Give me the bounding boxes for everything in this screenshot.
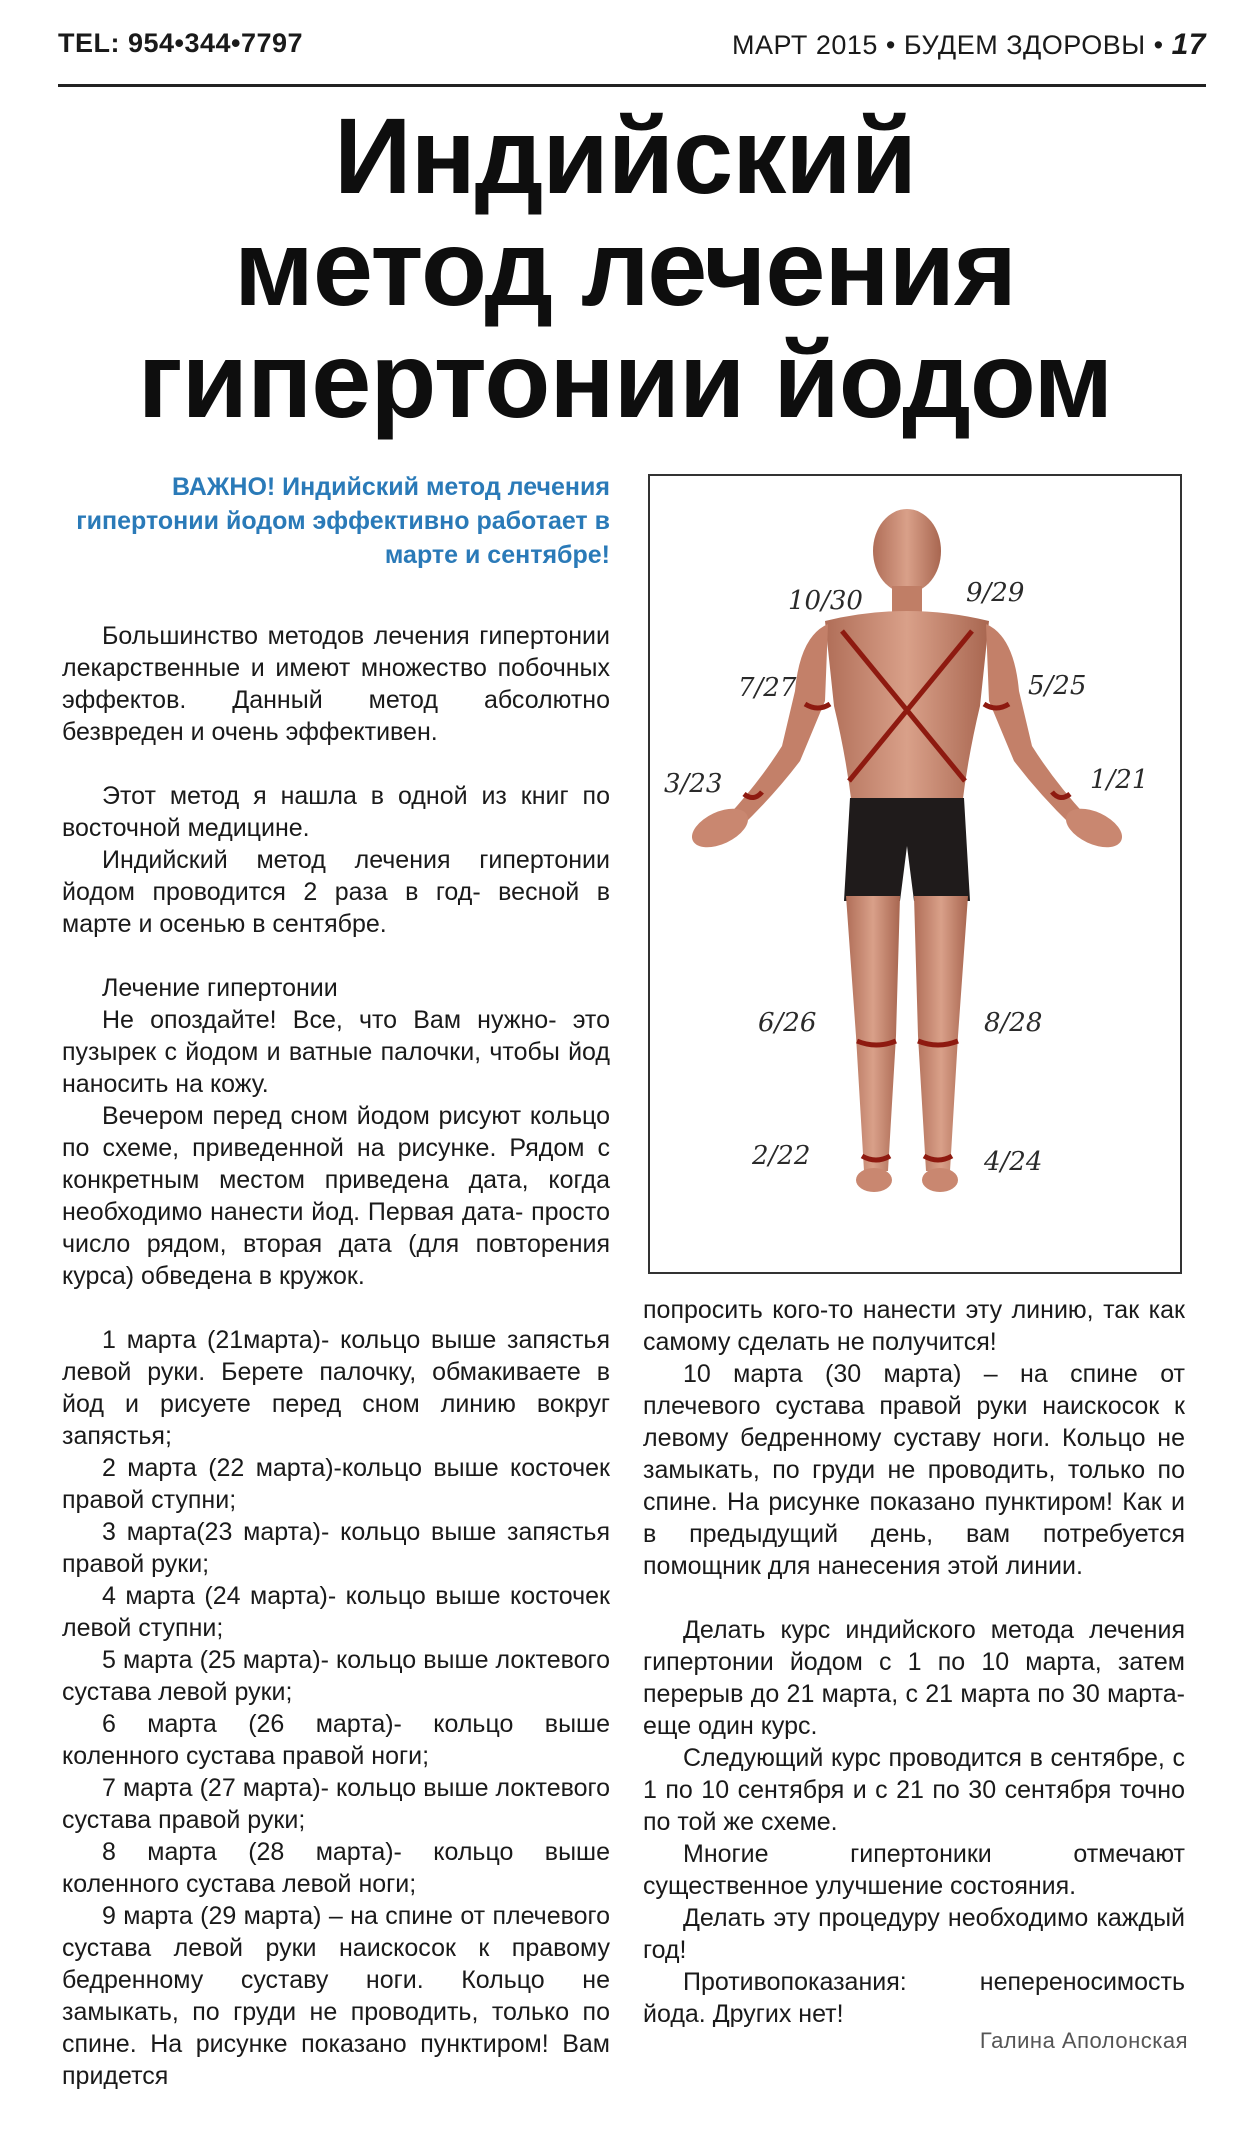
label-left-ankle: 4/24 (984, 1147, 1043, 1177)
article-title (40, 95, 1210, 440)
issue-date: МАРТ 2015 (732, 30, 878, 60)
separator: • (1153, 30, 1164, 60)
neck (892, 586, 922, 612)
label-left-elbow: 5/25 (1028, 671, 1087, 701)
schedule-item: 8 марта (28 марта)- кольцо выше коленного сустава левой ноги; (62, 1838, 610, 1898)
issue-info (732, 28, 1206, 62)
human-figure (686, 509, 1128, 1192)
label-left-knee: 8/28 (984, 1008, 1043, 1038)
paragraph: Вечером перед сном йодом рисуют кольцо по схеме, приведенной на рисунке. Рядом с конкретным местом приведена дата, когда необходимо нанести йод. Первая дата- просто число рядом, вторая дата (для повторения курса) обведена в кружок. (62, 1102, 610, 1290)
paragraph: Не опоздайте! Все, что Вам нужно- это пузырек с йодом и ватные палочки, чтобы йод наносить на кожу. (62, 1006, 610, 1098)
title-line: Индийский (333, 95, 917, 216)
title-line: гипертонии йодом (137, 319, 1113, 440)
body-diagram-svg (650, 476, 1180, 1272)
schedule-item: 7 марта (27 марта)- кольцо выше локтевого сустава правой руки; (62, 1774, 610, 1834)
phone-number: TEL: 954•344•7797 (58, 28, 304, 58)
left-column (62, 620, 610, 2092)
body-diagram (648, 474, 1182, 1274)
contraindications-tail: йода. Других нет! (643, 2000, 844, 2028)
schedule-item: 9 марта (29 марта) – на спине от плечевого сустава левой руки наискосок к правому бедренному суставу ноги. Кольцо не замыкать, по груди не проводить, только по спине. На рисунке показано пунктиром! Вам придется (62, 1902, 610, 2090)
paragraph: Делать курс индийского метода лечения гипертонии йодом с 1 по 10 марта, затем перерыв до 21 марта, с 21 марта по 30 марта- еще один курс. (643, 1616, 1185, 1740)
schedule-item: 1 марта (21марта)- кольцо выше запястья левой руки. Берете палочку, обмакиваете в йод и рисуете перед сном линию вокруг запястья; (62, 1326, 610, 1450)
label-chest: 9/29 (966, 578, 1025, 608)
contraindications-label: Противопоказания: (683, 1968, 907, 1996)
paragraph: Многие гипертоники отмечают существенное улучшение состояния. (643, 1840, 1185, 1900)
label-left-wrist: 1/21 (1090, 765, 1149, 795)
author-name: Галина Аполонская (979, 2028, 1188, 2053)
newspaper-name: БУДЕМ ЗДОРОВЫ (903, 30, 1146, 60)
schedule-item: 2 марта (22 марта)-кольцо выше косточек правой ступни; (62, 1454, 610, 1514)
label-right-knee: 6/26 (758, 1008, 817, 1038)
paragraph: Следующий курс проводится в сентябре, с 1 по 10 сентября и с 21 по 30 сентября точно по той же схеме. (643, 1744, 1185, 1836)
schedule-item: 5 марта (25 марта)- кольцо выше локтевого сустава левой руки; (62, 1646, 610, 1706)
right-column (643, 1294, 1185, 2030)
left-leg (914, 896, 968, 1171)
paragraph: Индийский метод лечения гипертонии йодом проводится 2 раза в год- весной в марте и осенью в сентябре. (62, 846, 610, 938)
right-foot (856, 1168, 892, 1192)
header-rule (58, 84, 1206, 87)
head (873, 509, 941, 593)
label-right-wrist: 3/23 (664, 769, 723, 799)
page-header (58, 28, 1206, 68)
paragraph: Этот метод я нашла в одной из книг по восточной медицине. (62, 782, 610, 842)
page-number: 17 (1171, 28, 1206, 61)
shorts (844, 798, 970, 901)
label-neck: 10/30 (788, 586, 863, 616)
separator: • (885, 30, 896, 60)
label-right-ankle: 2/22 (752, 1141, 811, 1171)
section-heading: Лечение гипертонии (102, 974, 338, 1002)
paragraph: Делать эту процедуру необходимо каждый год! (643, 1904, 1185, 1964)
left-foot (922, 1168, 958, 1192)
schedule-item: 10 марта (30 марта) – на спине от плечевого сустава правой руки наискосок к левому бедренному суставу ноги. Кольцо не замыкать, по груди не проводить, только по спине. На рисунке показано пунктиром! Как и в предыдущий день, вам потребуется помощник для нанесения этой линии. (643, 1360, 1185, 1580)
title-line: метод лечения (233, 207, 1017, 328)
contraindications (643, 1966, 1185, 1998)
paragraph: Большинство методов лечения гипертонии лекарственные и имеют множество побочных эффектов. Данный метод абсолютно безвреден и очень эффективен. (62, 622, 610, 746)
paragraph: попросить кого-то нанести эту линию, так как самому сделать не получится! (643, 1296, 1185, 1356)
schedule-item: 6 марта (26 марта)- кольцо выше коленного сустава правой ноги; (62, 1710, 610, 1770)
schedule-item: 4 марта (24 марта)- кольцо выше косточек левой ступни; (62, 1582, 610, 1642)
label-right-elbow: 7/27 (738, 673, 797, 703)
right-leg (846, 896, 900, 1171)
contraindications-value: непереносимость (979, 1968, 1185, 1996)
schedule-item: 3 марта(23 марта)- кольцо выше запястья правой руки; (62, 1518, 610, 1578)
important-note: ВАЖНО! Индийский метод лечения гипертонии йодом эффективно работает в марте и сентябре! (76, 473, 610, 569)
